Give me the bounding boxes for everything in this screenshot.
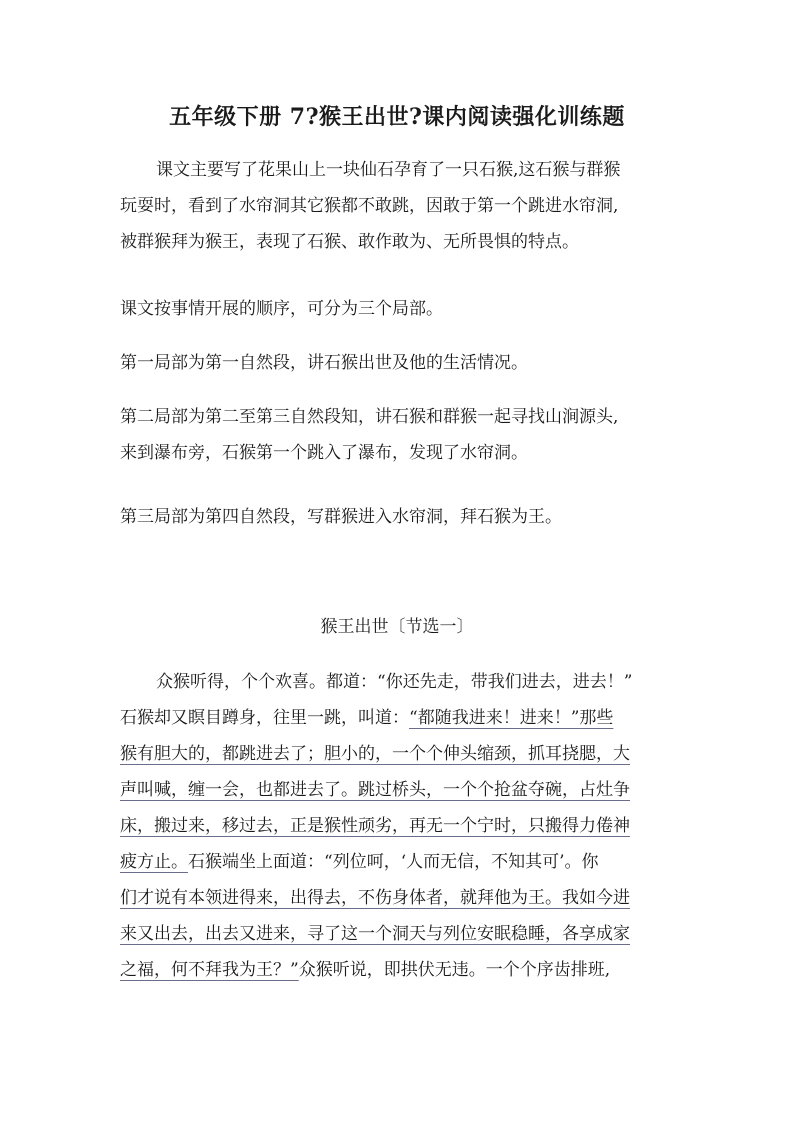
excerpt-line-9 [120, 958, 610, 982]
excerpt-line-6 [120, 850, 599, 874]
excerpt-line-6-head: 疲方止。 [120, 852, 188, 872]
excerpt-line-7: 们才说有本领进得来，出得去，不伤身体者，就拜他为王。我如今进 [120, 888, 630, 908]
summary-line-3: 被群猴拜为猴王，表现了石猴、敢作敢为、无所畏惧的特点。 [120, 232, 579, 252]
excerpt-line-5: 床，搬过来，移过去，正是猴性顽劣，再无一个宁时，只搬得力倦神 [120, 816, 630, 836]
excerpt-line-2-quote: “都随我进来！进来！” [409, 708, 580, 728]
summary-line-1: 课文主要写了花果山上一块仙石孕育了一只石猴,这石猴与群猴 [156, 160, 621, 180]
part-one-text: 第一局部为第一自然段，讲石猴出世及他的生活情况。 [120, 353, 528, 373]
excerpt-title: 猴王出世〔节选一〕 [320, 617, 474, 637]
excerpt-line-2-tail: 那些 [579, 708, 614, 728]
part-two-line-2: 来到瀑布旁，石猴第一个跳入了瀑布，发现了水帘洞。 [120, 443, 528, 463]
excerpt-line-9-head: 之福，何不拜我为王？” [120, 960, 299, 980]
document-title: 五年级下册 7?猴王出世?课内阅读强化训练题 [169, 104, 625, 130]
excerpt-line-3: 猴有胆大的，都跳进去了；胆小的，一个个伸头缩颈，抓耳挠腮，大 [120, 744, 630, 764]
summary-line-2: 玩耍时，看到了水帘洞其它猴都不敢跳，因敢于第一个跳进水帘洞, [120, 196, 619, 216]
excerpt-line-9-rest: 众猴听说，即拱伏无违。一个个序齿排班, [298, 960, 611, 980]
excerpt-line-6-rest: 石猴端坐上面道：“列位呵，‘人而无信，不知其可’。你 [188, 852, 599, 872]
structure-intro-text: 课文按事情开展的顺序，可分为三个局部。 [120, 299, 443, 319]
part-three-text: 第三局部为第四自然段，写群猴进入水帘洞，拜石猴为王。 [120, 507, 562, 527]
excerpt-line-2-plain: 石猴却又瞑目蹲身，往里一跳，叫道： [120, 708, 409, 728]
excerpt-line-2 [120, 706, 613, 730]
excerpt-line-1: 众猴听得，个个欢喜。都道：“你还先走，带我们进去，进去！” [156, 672, 633, 692]
excerpt-line-4: 声叫喊，缠一会，也都进去了。跳过桥头，一个个抢盆夺碗，占灶争 [120, 780, 630, 800]
excerpt-line-8: 来又出去，出去又进来，寻了这一个洞天与列位安眠稳睡，各享成家 [120, 924, 630, 944]
part-two-line-1: 第二局部为第二至第三自然段知，讲石猴和群猴一起寻找山涧源头, [120, 407, 619, 427]
